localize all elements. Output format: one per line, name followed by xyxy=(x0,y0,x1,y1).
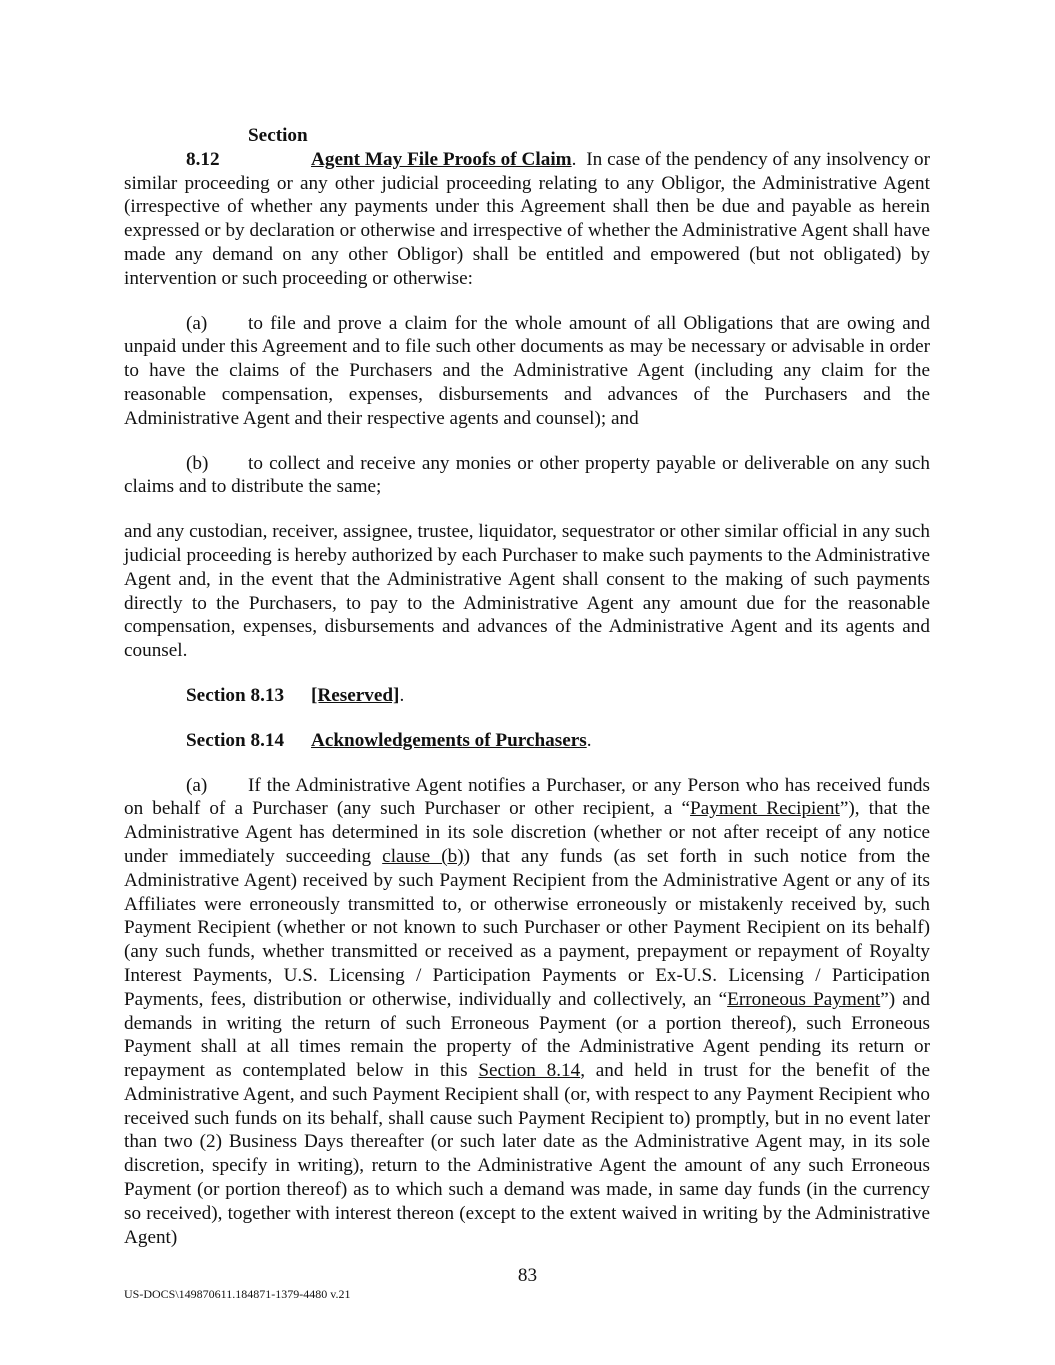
defined-term-erroneous-payment: Erroneous Payment xyxy=(727,988,881,1010)
clause-a-label: (a) xyxy=(186,312,208,334)
section-8-14-heading: Section 8.14 Acknowledgements of Purchasers. xyxy=(186,729,592,751)
page-number: 83 xyxy=(517,1265,538,1286)
section-8-12-closing: and any custodian, receiver, assignee, trustee, liquidator, sequestrator or other similar official in any such judicial proceeding is hereby authorized by each Purchaser to make such payments to the Administrative Agent and, in the event that the Administrative Agent shall consent to the making of such payments directly to the Purchasers, to pay to the Administrative Agent any amount due for the reasonable compensation, expenses, disbursements and advances of the Administrative Agent and its agents and counsel. xyxy=(124,521,930,662)
clause-a-part-2: ”), that the Administrative Agent has determined in its sole discretion (whether or not after receipt of any notice under immediately succeeding xyxy=(124,798,930,867)
defined-term-payment-recipient: Payment Recipient xyxy=(690,798,840,820)
clause-a-part-1: If the Administrative Agent notifies a Purchaser, or any Person who has received funds on behalf of a Purchaser (any such Purchaser or other recipient, a “ xyxy=(124,774,930,820)
page-content xyxy=(124,124,930,1249)
section-8-14-clause-a-label: (a) xyxy=(186,774,208,796)
section-8-13-number: Section 8.13 xyxy=(186,684,285,706)
clause-a-text: to file and prove a claim for the whole amount of all Obligations that are owing and unpaid under this Agreement and to file such other documents as may be necessary or advisable in order to have the claims of the Purchasers and the Administrative Agent (including any claim for the reasonable compensation, expenses, disbursements and advances of the Purchasers and the Administrative Agent and their respective agents and counsel); and xyxy=(124,312,930,429)
clause-b-text: to collect and receive any monies or other property payable or deliverable on any such claims and to distribute the same; xyxy=(124,452,930,498)
clause-b-cross-reference: clause (b) xyxy=(382,845,464,867)
section-8-14-clause-a xyxy=(124,774,930,1250)
clause-b-label: (b) xyxy=(186,452,209,474)
section-8-12-clause-b xyxy=(124,452,930,500)
section-8-12-clause-a xyxy=(124,312,930,431)
section-8-14-title: Acknowledgements of Purchasers xyxy=(311,729,587,751)
section-8-14-number: Section 8.14 xyxy=(186,729,285,751)
section-8-13-title: [Reserved] xyxy=(311,684,400,706)
section-8-12-intro: In case of the pendency of any insolvency or similar proceeding or any other judicial proceeding relating to any Obligor, the Administrative Agent (irrespective of whether any payments under this Agreement shall then be due and payable as herein expressed or by declaration or otherwise and irrespective of whether the Administrative Agent shall have made any demand on any other Obligor) shall be entitled and empowered (but not obligated) by intervention or such proceeding or otherwise: xyxy=(124,148,930,289)
section-8-12-paragraph: Section 8.12 Agent May File Proofs of Claim. In case of the pendency of any insolvency or similar proceeding or any other judicial proceeding relating to any Obligor, the Administrative Agent (irrespective of whether any payments under this Agreement shall then be due and payable as herein expressed or by declaration or otherwise and irrespective of whether the Administrative Agent shall have made any demand on any other Obligor) shall be entitled and empowered (but not obligated) by intervention or such proceeding or otherwise: xyxy=(124,125,930,289)
section-8-13-heading: Section 8.13 [Reserved]. xyxy=(186,684,405,706)
section-8-12-number: Section 8.12 xyxy=(186,125,308,170)
clause-a-part-3: ) that any funds (as set forth in such notice from the Administrative Agent) received by such Payment Recipient from the Administrative Agent or any of its Affiliates were erroneously transmitted to, or otherwise erroneously or mistakenly received by, such Payment Recipient (whether or not known to such Purchaser or other Payment Recipient on its behalf) (any such funds, whether transmitted or received as a payment, prepayment or repayment of Royalty Interest Payments, U.S. Licensing / Participation Payments or Ex-U.S. Licensing / Participation Payments, fees, distribution or otherwise, individually and collectively, an “ xyxy=(124,845,930,1010)
clause-a-part-4: ”) and demands in writing the return of such Erroneous Payment (or a portion thereof), such Erroneous Payment shall at all times remain the property of the Administrative Agent pending its return or repayment as contemplated below in this xyxy=(124,988,930,1082)
document-id-footer: US-DOCS\149870611.184871-1379-4480 v.21 xyxy=(124,1287,351,1301)
section-8-12-title: Agent May File Proofs of Claim xyxy=(311,148,572,170)
section-8-14-cross-reference: Section 8.14 xyxy=(478,1060,581,1082)
clause-a-part-5: , and held in trust for the benefit of the Administrative Agent, and such Payment Recipient shall (or, with respect to any Payment Recipient who received such funds on its behalf, shall cause such Payment Recipient to) promptly, but in no event later than two (2) Business Days thereafter (or such later date as the Administrative Agent may, in its sole discretion, specify in writing), return to the Administrative Agent the amount of any such Erroneous Payment (or portion thereof) as to which such a demand was made, in same day funds (in the currency so received), together with interest thereon (except to the extent waived in writing by the Administrative Agent) xyxy=(124,1060,930,1248)
